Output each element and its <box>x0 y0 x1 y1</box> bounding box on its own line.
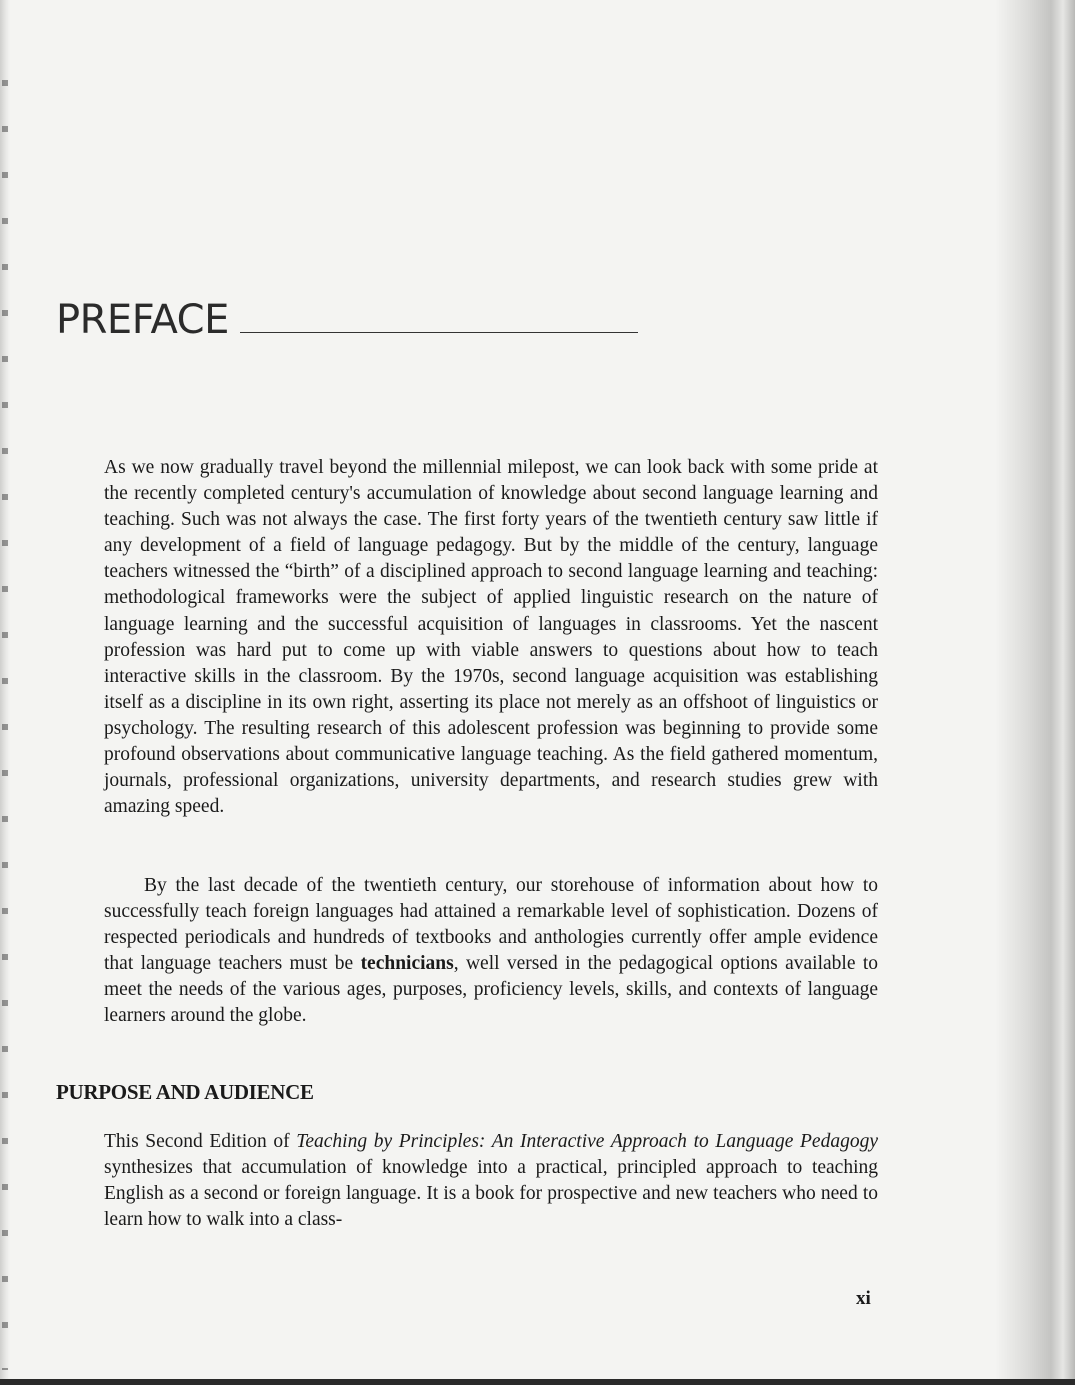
purpose-paragraph <box>104 1129 878 1233</box>
para2-text-end: , well versed in the pedagogical options available to meet the needs of the various ages, purposes, proficiency levels, skills, and contexts of language learners around the globe. <box>104 953 878 1027</box>
section-heading-purpose: PURPOSE AND AUDIENCE <box>56 1080 314 1104</box>
para2-text-start: By the last decade of the twentieth century, our storehouse of information about how to successfully teach foreign languages had attained a remarkable level of sophistication. Dozens of respected periodicals and hundreds of textbooks and anthologies currently offer ample evidence that language teachers must be <box>104 875 878 975</box>
binding-marks <box>2 80 8 1370</box>
purpose-text-start: This Second Edition of <box>104 1131 297 1152</box>
title-rule <box>240 332 638 333</box>
book-title: Teaching by Principles: An Interactive Approach to Language Pedagogy <box>296 1131 878 1152</box>
intro-paragraph-1: As we now gradually travel beyond the millennial milepost, we can look back with some pride at the recently completed century's accumulation of knowledge about second language learning and teaching. Such was not always the case. The first forty years of the twentieth century saw little if any development of a field of language pedagogy. But by the middle of the century, language teachers witnessed the “birth” of a disciplined approach to second language learning and teaching: methodological frameworks were the subject of applied linguistic research on the nature of language learning and the successful acquisition of languages in classrooms. Yet the nascent profession was hard put to come up with viable answers to questions about how to teach interactive skills in the classroom. By the 1970s, second language acquisition was establishing itself as a discipline in its own right, asserting its place not merely as an offshoot of linguistics or psychology. The resulting research of this adolescent profession was beginning to provide some profound observations about communicative language teaching. As the field gathered momentum, journals, professional organizations, university departments, and research studies grew with amazing speed. <box>104 457 878 818</box>
para2-bold-term: technicians <box>360 953 454 975</box>
scan-bottom-edge <box>0 1379 1075 1385</box>
purpose-text-end: synthesizes that accumulation of knowledge into a practical, principled approach to teaching English as a second or foreign language. It is a book for prospective and new teachers who need to learn how to walk into a class- <box>104 1157 878 1231</box>
intro-paragraph-2 <box>104 873 878 1030</box>
page-number: xi <box>856 1288 871 1309</box>
scan-right-edge <box>995 0 1075 1385</box>
page-title: PREFACE <box>56 297 229 343</box>
